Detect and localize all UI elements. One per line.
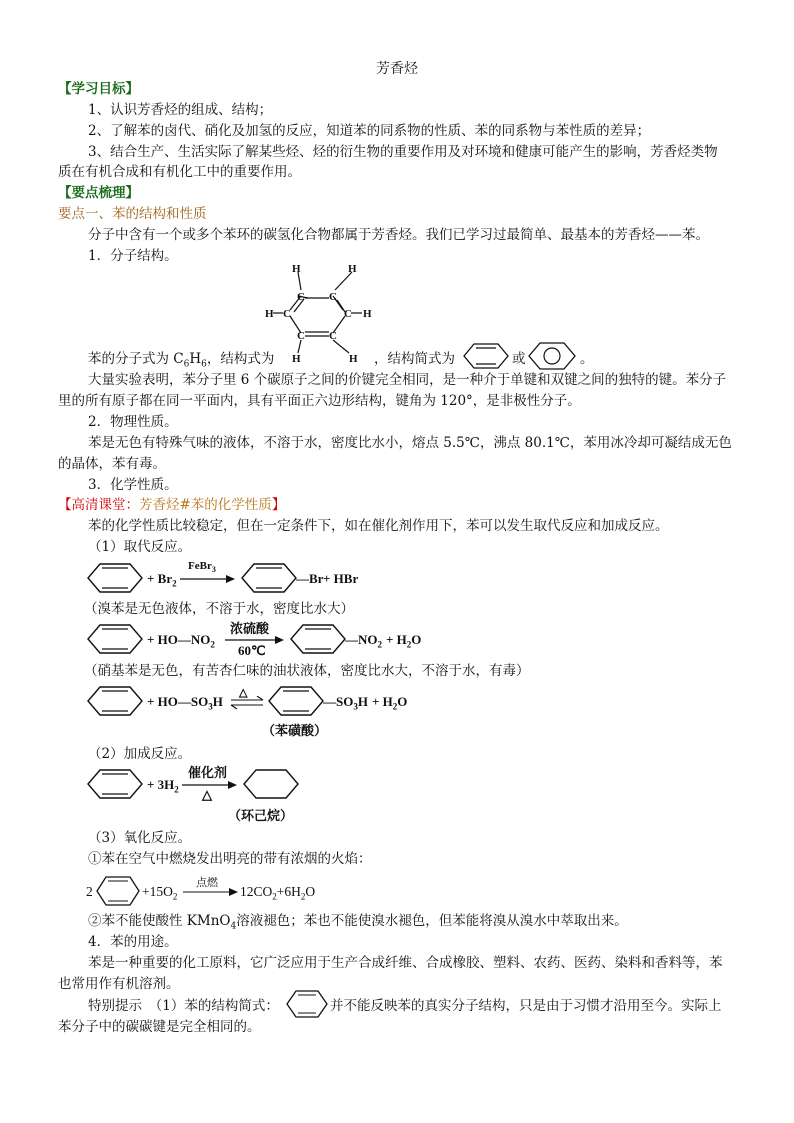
paragraph: 苯的化学性质比较稳定，但在一定条件下，如在催化剂作用下，苯可以发生取代反应和加成反应。 xyxy=(88,518,669,534)
goal-item: 1、认识芳香烃的组成、结构； xyxy=(88,102,273,118)
goals-header: 【学习目标】 xyxy=(58,81,139,97)
byproduct: + $H_2O$ xyxy=(386,632,422,650)
class-header: 【高清课堂：芳香烃#苯的化学性质】 xyxy=(58,497,286,513)
product-name: （苯磺酸） xyxy=(262,723,328,738)
benzene-icon xyxy=(284,988,330,1020)
atom-c: C xyxy=(297,291,305,303)
subheading: （2）加成反应。 xyxy=(88,746,192,762)
paragraph: 苯是一种重要的化工原料，它广泛应用于生产合成纤维、合成橡胶、塑料、农药、医药、染料和香料等，苯 xyxy=(88,955,723,971)
paragraph: 里的所有原子都在同一平面内，具有平面正六边形结构，键角为 120°，是非极性分子。 xyxy=(58,393,581,409)
subheading: 1．分子结构。 xyxy=(88,248,178,264)
benzene-icon xyxy=(84,684,146,718)
paragraph: 大量实验表明，苯分子里 6 个碳原子之间的价键完全相同，是一种介于单键和双键之间的独特的键。苯分子 xyxy=(88,372,727,388)
note: （硝基苯是无色，有苦杏仁味的油状液体，密度比水大，不溶于水，有毒） xyxy=(84,663,530,679)
subheading: 2．物理性质。 xyxy=(88,414,178,430)
subheading: （1）取代反应。 xyxy=(88,539,192,555)
atom-h: H xyxy=(363,308,372,320)
atom-c: C xyxy=(329,330,337,342)
reagent: + $3H_2$ xyxy=(147,777,179,795)
tip-text: 特别提示 （1）苯的结构简式： xyxy=(88,998,279,1014)
goal-item: 质在有机合成和有机化工中的重要作用。 xyxy=(58,164,301,180)
or-text: 或 xyxy=(512,351,526,367)
product: $—SO_3H$ xyxy=(323,694,368,712)
atom-c: C xyxy=(329,291,337,303)
condition-below: △ xyxy=(202,787,212,802)
benzene-kekule-icon xyxy=(462,342,510,370)
reagent: $+15O_2$ xyxy=(142,884,178,902)
product-name: （环己烷） xyxy=(228,808,294,823)
condition-below: 60℃ xyxy=(238,643,266,658)
byproduct: + HBr xyxy=(323,571,359,586)
product: $12CO_2+6H_2O$ xyxy=(240,884,316,902)
structure-line-2: ，结构简式为 xyxy=(374,351,455,367)
atom-h: H xyxy=(348,263,357,275)
atom-c: C xyxy=(283,308,291,320)
paragraph: ②苯不能使酸性 KMnO$_4$溶液褪色；苯也不能使溴水褪色，但苯能将溴从溴水中萃取出来。 xyxy=(88,913,628,932)
goal-item: 3、结合生产、生活实际了解某些烃、烃的衍生物的重要作用及对环境和健康可能产生的影响，芳香烃类物 xyxy=(88,144,718,160)
paragraph: ①苯在空气中燃烧发出明亮的带有浓烟的火焰： xyxy=(88,851,372,867)
benzene-icon xyxy=(94,874,142,908)
reaction-arrow xyxy=(183,887,239,897)
benzene-icon xyxy=(84,561,146,595)
atom-h: H xyxy=(265,308,274,320)
benzene-icon xyxy=(238,561,300,595)
reaction-arrow xyxy=(180,574,236,584)
structure-line: 苯的分子式为 $C_6H_6$，结构式为 xyxy=(88,351,275,370)
benzene-icon xyxy=(265,684,327,718)
reagent: + $HO—NO_2$ xyxy=(147,632,215,650)
reagent: + $Br_2$ xyxy=(147,571,177,589)
atom-h: H xyxy=(349,353,358,365)
cyclohexane-icon xyxy=(240,767,302,801)
atom-c: C xyxy=(344,308,352,320)
benzene-kekule-structure xyxy=(265,260,385,365)
product: $—NO_2$ xyxy=(345,632,382,650)
benzene-icon xyxy=(287,622,349,656)
benzene-icon xyxy=(84,622,146,656)
section-heading: 要点一、苯的结构和性质 xyxy=(58,206,207,222)
benzene-icon xyxy=(84,767,146,801)
condition-above: 催化剂 xyxy=(188,765,228,780)
goal-item: 2、了解苯的卤代、硝化及加氢的反应，知道苯的同系物的性质、苯的同系物与苯性质的差异； xyxy=(88,123,651,139)
condition-above: 点燃 xyxy=(196,876,218,889)
points-header: 【要点梳理】 xyxy=(58,185,139,201)
subheading: 4．苯的用途。 xyxy=(88,934,178,950)
subheading: （3）氧化反应。 xyxy=(88,830,192,846)
byproduct: + $H_2O$ xyxy=(372,694,408,712)
condition-above: △ xyxy=(239,687,248,699)
period: 。 xyxy=(580,351,594,367)
coefficient: 2 xyxy=(86,884,93,899)
paragraph: 也常用作有机溶剂。 xyxy=(58,976,180,992)
paragraph: 的晶体，苯有毒。 xyxy=(58,456,166,472)
atom-h: H xyxy=(292,353,301,365)
subheading: 3．化学性质。 xyxy=(88,477,178,493)
atom-c: C xyxy=(297,330,305,342)
tip-text: 并不能反映苯的真实分子结构，只是由于习惯才沿用至今。实际上 xyxy=(330,998,722,1014)
product: —Br xyxy=(296,571,324,586)
condition-above: 浓硫酸 xyxy=(230,621,270,636)
equilibrium-arrow xyxy=(229,696,265,710)
atom-h: H xyxy=(292,263,301,275)
reagent: + $HO—SO_3H$ xyxy=(147,694,223,712)
tip-text: 苯分子中的碳碳键是完全相同的。 xyxy=(58,1019,261,1035)
page-title: 芳香烃 xyxy=(376,61,418,77)
paragraph: 分子中含有一个或多个苯环的碳氢化合物都属于芳香烃。我们已学习过最简单、最基本的芳香烃——苯。 xyxy=(88,227,709,243)
catalyst-label: FeBr$_3$ xyxy=(188,560,216,575)
benzene-ring-circle-icon xyxy=(527,341,577,371)
note: （溴苯是无色液体，不溶于水，密度比水大） xyxy=(84,601,354,617)
paragraph: 苯是无色有特殊气味的液体，不溶于水，密度比水小，熔点 5.5℃，沸点 80.1℃，苯用冰冷却可凝结成无色 xyxy=(88,435,732,451)
